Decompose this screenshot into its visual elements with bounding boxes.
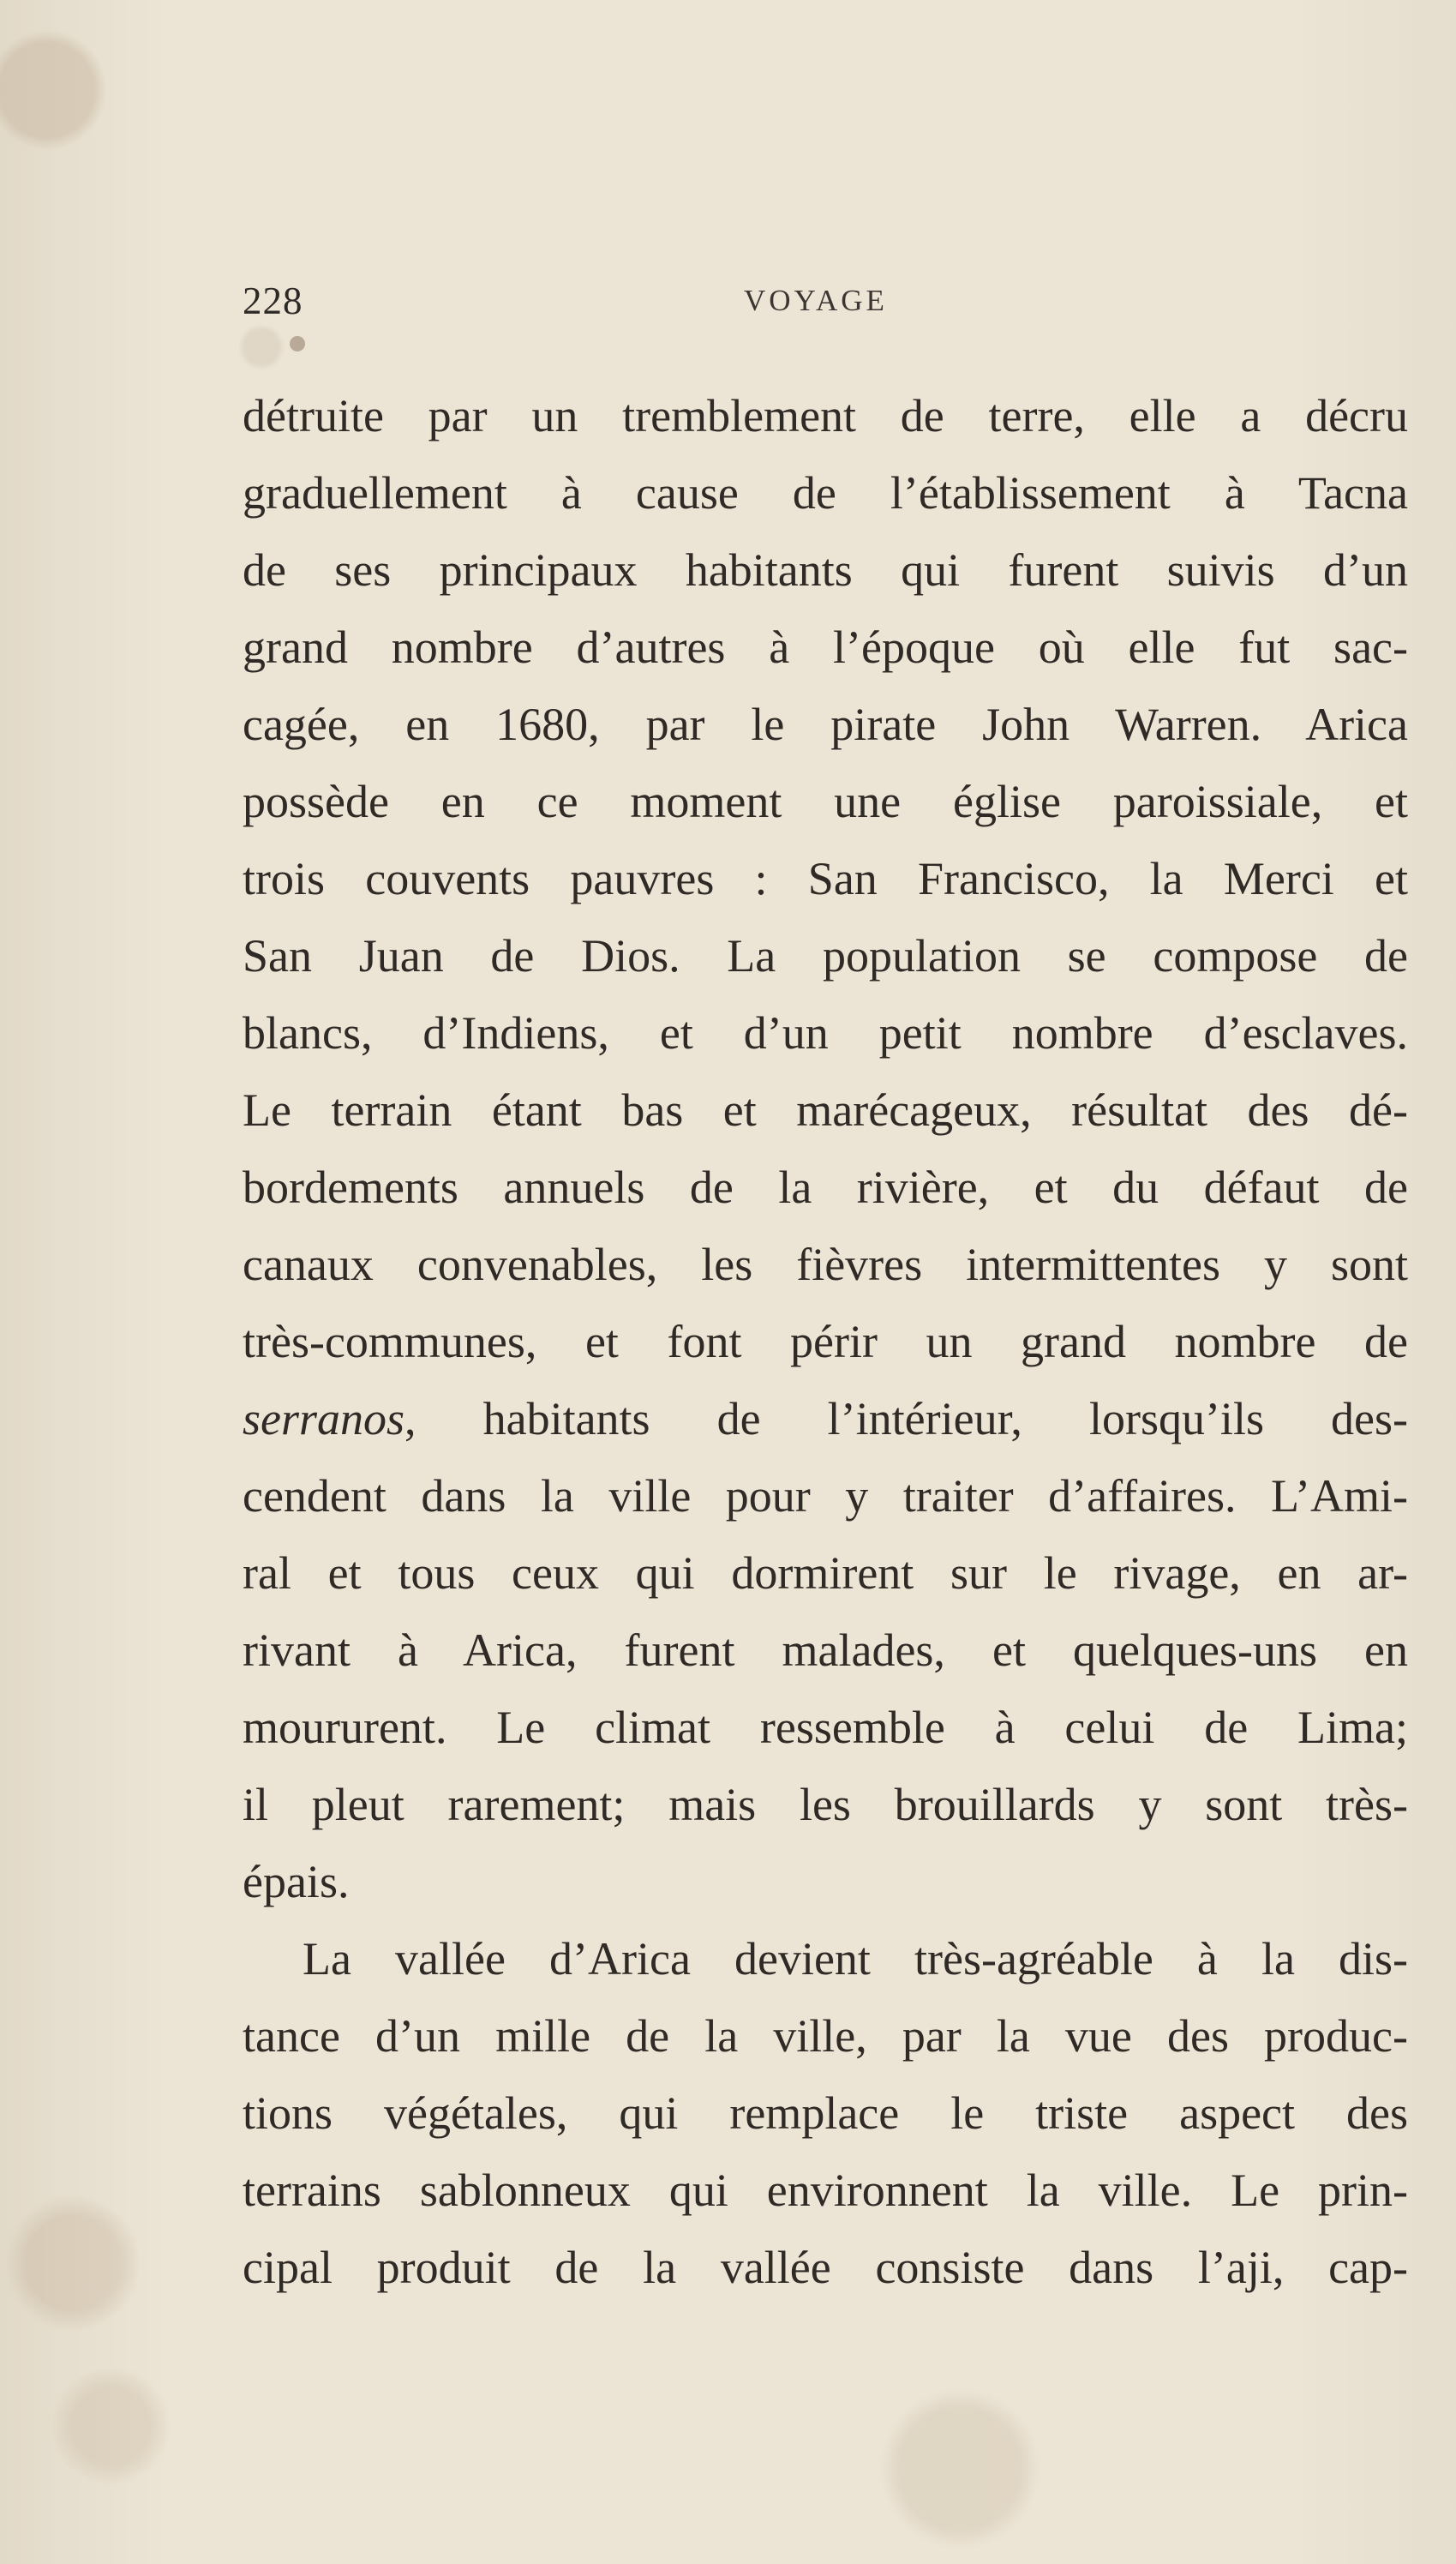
text-line-1: détruite par un tremblement de terre, elle a décru <box>243 390 1408 441</box>
text-line-5: cagée, en 1680, par le pirate John Warren. Arica <box>243 699 1408 750</box>
page-number: 228 <box>243 279 303 322</box>
text-line-6: possède en ce moment une église paroissiale, et <box>243 776 1408 827</box>
text-line-22: tance d’un mille de la ville, par la vue des produc- <box>243 2010 1408 2062</box>
text-line-13: très-communes, et font périr un grand nombre de <box>243 1316 1408 1367</box>
text-line-10: Le terrain étant bas et marécageux, résultat des dé- <box>243 1084 1408 1136</box>
text-line-21: La vallée d’Arica devient très-agréable à la dis- <box>303 1933 1408 1985</box>
running-head: VOYAGE <box>744 284 888 317</box>
page-header <box>243 279 1413 347</box>
text-line-12: canaux convenables, les fièvres intermittentes y sont <box>243 1239 1408 1290</box>
text-line-18: moururent. Le climat ressemble à celui de Lima; <box>243 1702 1408 1753</box>
italic-word-serranos: serranos <box>243 1393 405 1444</box>
text-line-8: San Juan de Dios. La population se compose de <box>243 930 1408 982</box>
text-line-16: ral et tous ceux qui dormirent sur le rivage, en ar- <box>243 1547 1408 1599</box>
text-line-19: il pleut rarement; mais les brouillards y sont très- <box>243 1779 1408 1830</box>
text-line-9: blancs, d’Indiens, et d’un petit nombre d’esclaves. <box>243 1007 1408 1059</box>
body-text <box>243 377 1408 2306</box>
text-line-14-rest: , habitants de l’intérieur, lorsqu’ils des- <box>404 1393 1408 1444</box>
text-line-14 <box>243 1380 1408 1457</box>
text-line-15: cendent dans la ville pour y traiter d’affaires. L’Ami- <box>243 1470 1408 1522</box>
ink-stain <box>290 336 305 351</box>
text-line-2: graduellement à cause de l’établissement à Tacna <box>243 467 1408 519</box>
text-line-7: trois couvents pauvres : San Francisco, la Merci et <box>243 853 1408 904</box>
text-line-3: de ses principaux habitants qui furent suivis d’un <box>243 544 1408 596</box>
text-line-23: tions végétales, qui remplace le triste aspect des <box>243 2087 1408 2139</box>
text-line-17: rivant à Arica, furent malades, et quelques-uns en <box>243 1624 1408 1676</box>
text-line-25: cipal produit de la vallée consiste dans l’aji, cap- <box>243 2242 1408 2293</box>
text-line-24: terrains sablonneux qui environnent la ville. Le prin- <box>243 2165 1408 2216</box>
text-line-4: grand nombre d’autres à l’époque où elle fut sac- <box>243 621 1408 673</box>
text-line-11: bordements annuels de la rivière, et du défaut de <box>243 1162 1408 1213</box>
text-line-20: épais. <box>243 1856 350 1907</box>
